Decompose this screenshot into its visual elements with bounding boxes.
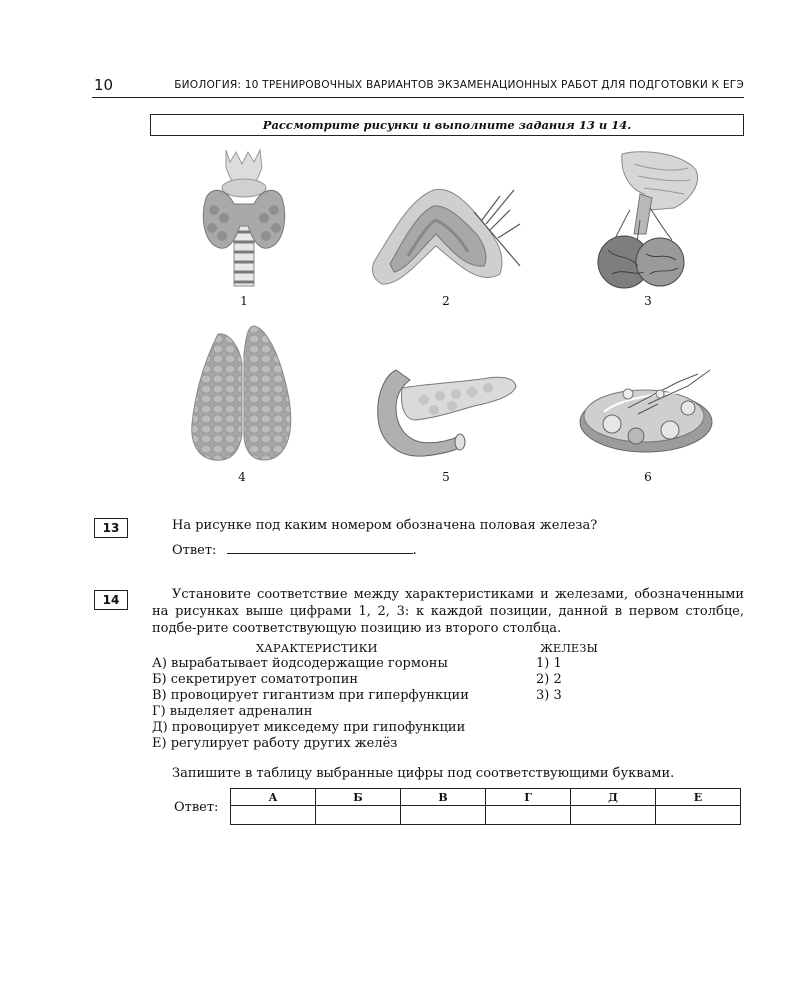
pancreas-icon [374,366,524,466]
running-header: БИОЛОГИЯ: 10 ТРЕНИРОВОЧНЫХ ВАРИАНТОВ ЭКЗАМЕНАЦИОННЫХ РАБОТ ДЛЯ ПОДГОТОВКИ К ЕГЭ [174,79,744,91]
answer-cell-e[interactable] [656,806,741,825]
answer-cell-a[interactable] [231,806,316,825]
figure-4 [188,324,298,464]
answer-label: Ответ: [172,543,217,558]
question-13-text: На рисунке под каким номером обозначена половая железа? [172,518,598,533]
answer-cell-b[interactable] [316,806,401,825]
answer-cell-d[interactable] [571,806,656,825]
figure-3 [584,150,704,292]
question-13-answer [172,541,417,559]
page-number: 10 [94,76,114,94]
thyroid-gland-icon [196,148,292,288]
answer-period: . [412,543,417,558]
characteristics-header: ХАРАКТЕРИСТИКИ [256,641,378,655]
question-14-text: Установите соответствие между характеристиками и железами, обозначенными на рисунках выше цифрами 1, 2, 3: к каждой позиции, данной в первом столбце, подбе-рите соответствующую позицию из второго столбца. [152,587,744,636]
figure-6-label: 6 [644,470,652,484]
figure-5-label: 5 [442,470,450,484]
figure-2-label: 2 [442,294,450,308]
answer-header-g: Г [486,789,571,806]
answer-table [230,788,741,825]
question-14-number: 14 [94,590,128,610]
characteristic-e: Е) регулирует работу других желёз [152,736,398,751]
adrenal-gland-icon [370,176,530,288]
answer-cell-g[interactable] [486,806,571,825]
characteristic-g: Г) выделяет адреналин [152,704,313,719]
characteristic-d: Д) провоцирует микседему при гипофункции [152,720,466,735]
figure-5 [374,366,524,466]
gland-option-3: 3) 3 [536,688,562,703]
question-13-number: 13 [94,518,128,538]
answer-header-b: Б [316,789,401,806]
thymus-icon [188,324,298,464]
table-instruction: Запишите в таблицу выбранные цифры под соответствующими буквами. [172,766,675,781]
answer-header-a: А [231,789,316,806]
figure-6 [578,364,718,460]
gland-option-1: 1) 1 [536,656,562,671]
figure-1-label: 1 [240,294,248,308]
figure-3-label: 3 [644,294,652,308]
figure-2 [370,176,530,288]
gland-option-2: 2) 2 [536,672,562,687]
answer-table-input-row [231,806,741,825]
figure-4-label: 4 [238,470,246,484]
figure-1 [196,148,292,288]
pituitary-gland-icon [584,150,704,292]
answer-header-e: Е [656,789,741,806]
header-rule [92,97,744,98]
characteristic-b: Б) секретирует соматотропин [152,672,359,687]
task-instruction: Рассмотрите рисунки и выполните задания 13 и 14. [150,114,744,136]
answer-table-header-row [231,789,741,806]
characteristic-a: А) вырабатывает йодсодержащие гормоны [152,656,448,671]
answer-header-d: Д [571,789,656,806]
answer-cell-v[interactable] [401,806,486,825]
answer-line[interactable] [227,541,413,554]
ovary-icon [578,364,718,460]
answer-header-v: В [401,789,486,806]
glands-header: ЖЕЛЕЗЫ [540,641,598,655]
answer-table-label: Ответ: [174,800,219,815]
characteristic-v: В) провоцирует гигантизм при гиперфункции [152,688,469,703]
